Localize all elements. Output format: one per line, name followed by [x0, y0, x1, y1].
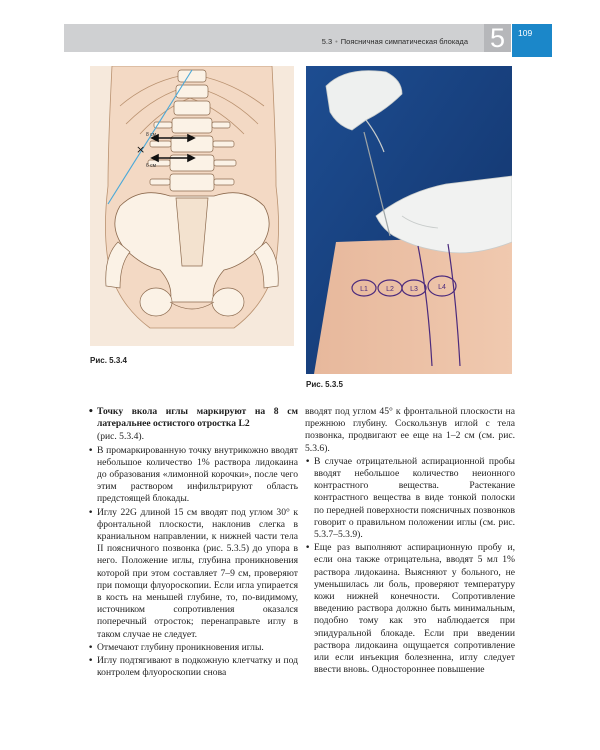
left-paragraph: • Точку вкола иглы маркируют на 8 см латеральнее остистого отростка L2: [88, 406, 298, 430]
right-paragraph: • В случае отрицательной аспирационной пробы вводят небольшое количество неионного контрастного вещества. Растекание контрастного вещества в виде тонкой полоски по передней поверхности поясничных позвонков говорит о правильном положении иглы (см. рис. 5.3.7–5.3.9).: [305, 456, 515, 541]
skin-mark-4: L4: [438, 284, 446, 291]
section-number: 5.3: [321, 37, 333, 46]
running-header: [64, 24, 484, 52]
left-paragraph: • Отмечают глубину проникновения иглы.: [88, 642, 298, 654]
distance-label-upper: 8 см: [146, 132, 157, 138]
skin-mark-1: L1: [360, 286, 368, 293]
skin-mark-3: L3: [410, 286, 418, 293]
left-paragraph: • Иглу 22G длиной 15 см вводят под углом 30° к фронтальной плоскости, наклонив слегка в краниальном направлении, к нижней части тела II поясничного позвонка (рис. 5.3.5) до упора в него. Положение иглы, глубина проникновения которой при этом составляет 7–9 см, проверяют при помощи флуороскопии. Если игла упирается в кость на меньшей глубине, то, по-видимому, источником сопротивления оказался поперечный отросток; перенаправьте иглу в таком случае не следует.: [88, 507, 298, 641]
skin-mark-2: L2: [386, 286, 394, 293]
left-paragraph: (рис. 5.3.4).: [97, 431, 144, 443]
running-header-text: [322, 37, 468, 46]
left-paragraph: • Иглу подтягивают в подкожную клетчатку и под контролем флуороскопии снова: [88, 655, 298, 679]
left-paragraph: • В промаркированную точку внутрикожно вводят небольшое количество 1% раствора лидокаина до образования «лимонной корочки», после чего этим раствором инфильтрируют область предстоящей блокады.: [88, 445, 298, 506]
text-column-right: [305, 406, 515, 677]
figure-caption-right: Рис. 5.3.5: [306, 380, 343, 389]
right-paragraph: • Еще раз выполняют аспирационную пробу и, если она также отрицательна, вводят 5 мл 1% раствора лидокаина. Выясняют у больного, не уменьшилась ли боль, проверяют температуру кожи нижней конечности. Сопротивление введению раствора должно быть минимальным, подобно тому как это наблюдается при эпидуральной блокаде. Если при введении раствора лидокаина ощущается сопротивление или если инъекция болезненна, иглу следует ввести вновь. Одностороннее повышение: [305, 542, 515, 676]
figure-spine-illustration: [90, 66, 294, 346]
right-paragraph: вводят под углом 45° к фронтальной плоскости на прежнюю глубину. Соскользнув иглой с тела позвонка, продвигают ее еще на 1–2 см (см. рис. 5.3.6).: [305, 406, 515, 454]
header-separator: •: [335, 37, 338, 46]
figure-caption-left: Рис. 5.3.4: [90, 356, 127, 365]
section-title: Поясничная симпатическая блокада: [340, 37, 468, 46]
chapter-number: 5: [484, 24, 511, 52]
distance-label-lower: 6 см: [146, 163, 157, 169]
figure-procedure-photo: [306, 66, 512, 374]
page-number: 109: [512, 24, 552, 57]
needle-entry-cross: ×: [136, 143, 146, 156]
text-column-left: [88, 406, 298, 680]
